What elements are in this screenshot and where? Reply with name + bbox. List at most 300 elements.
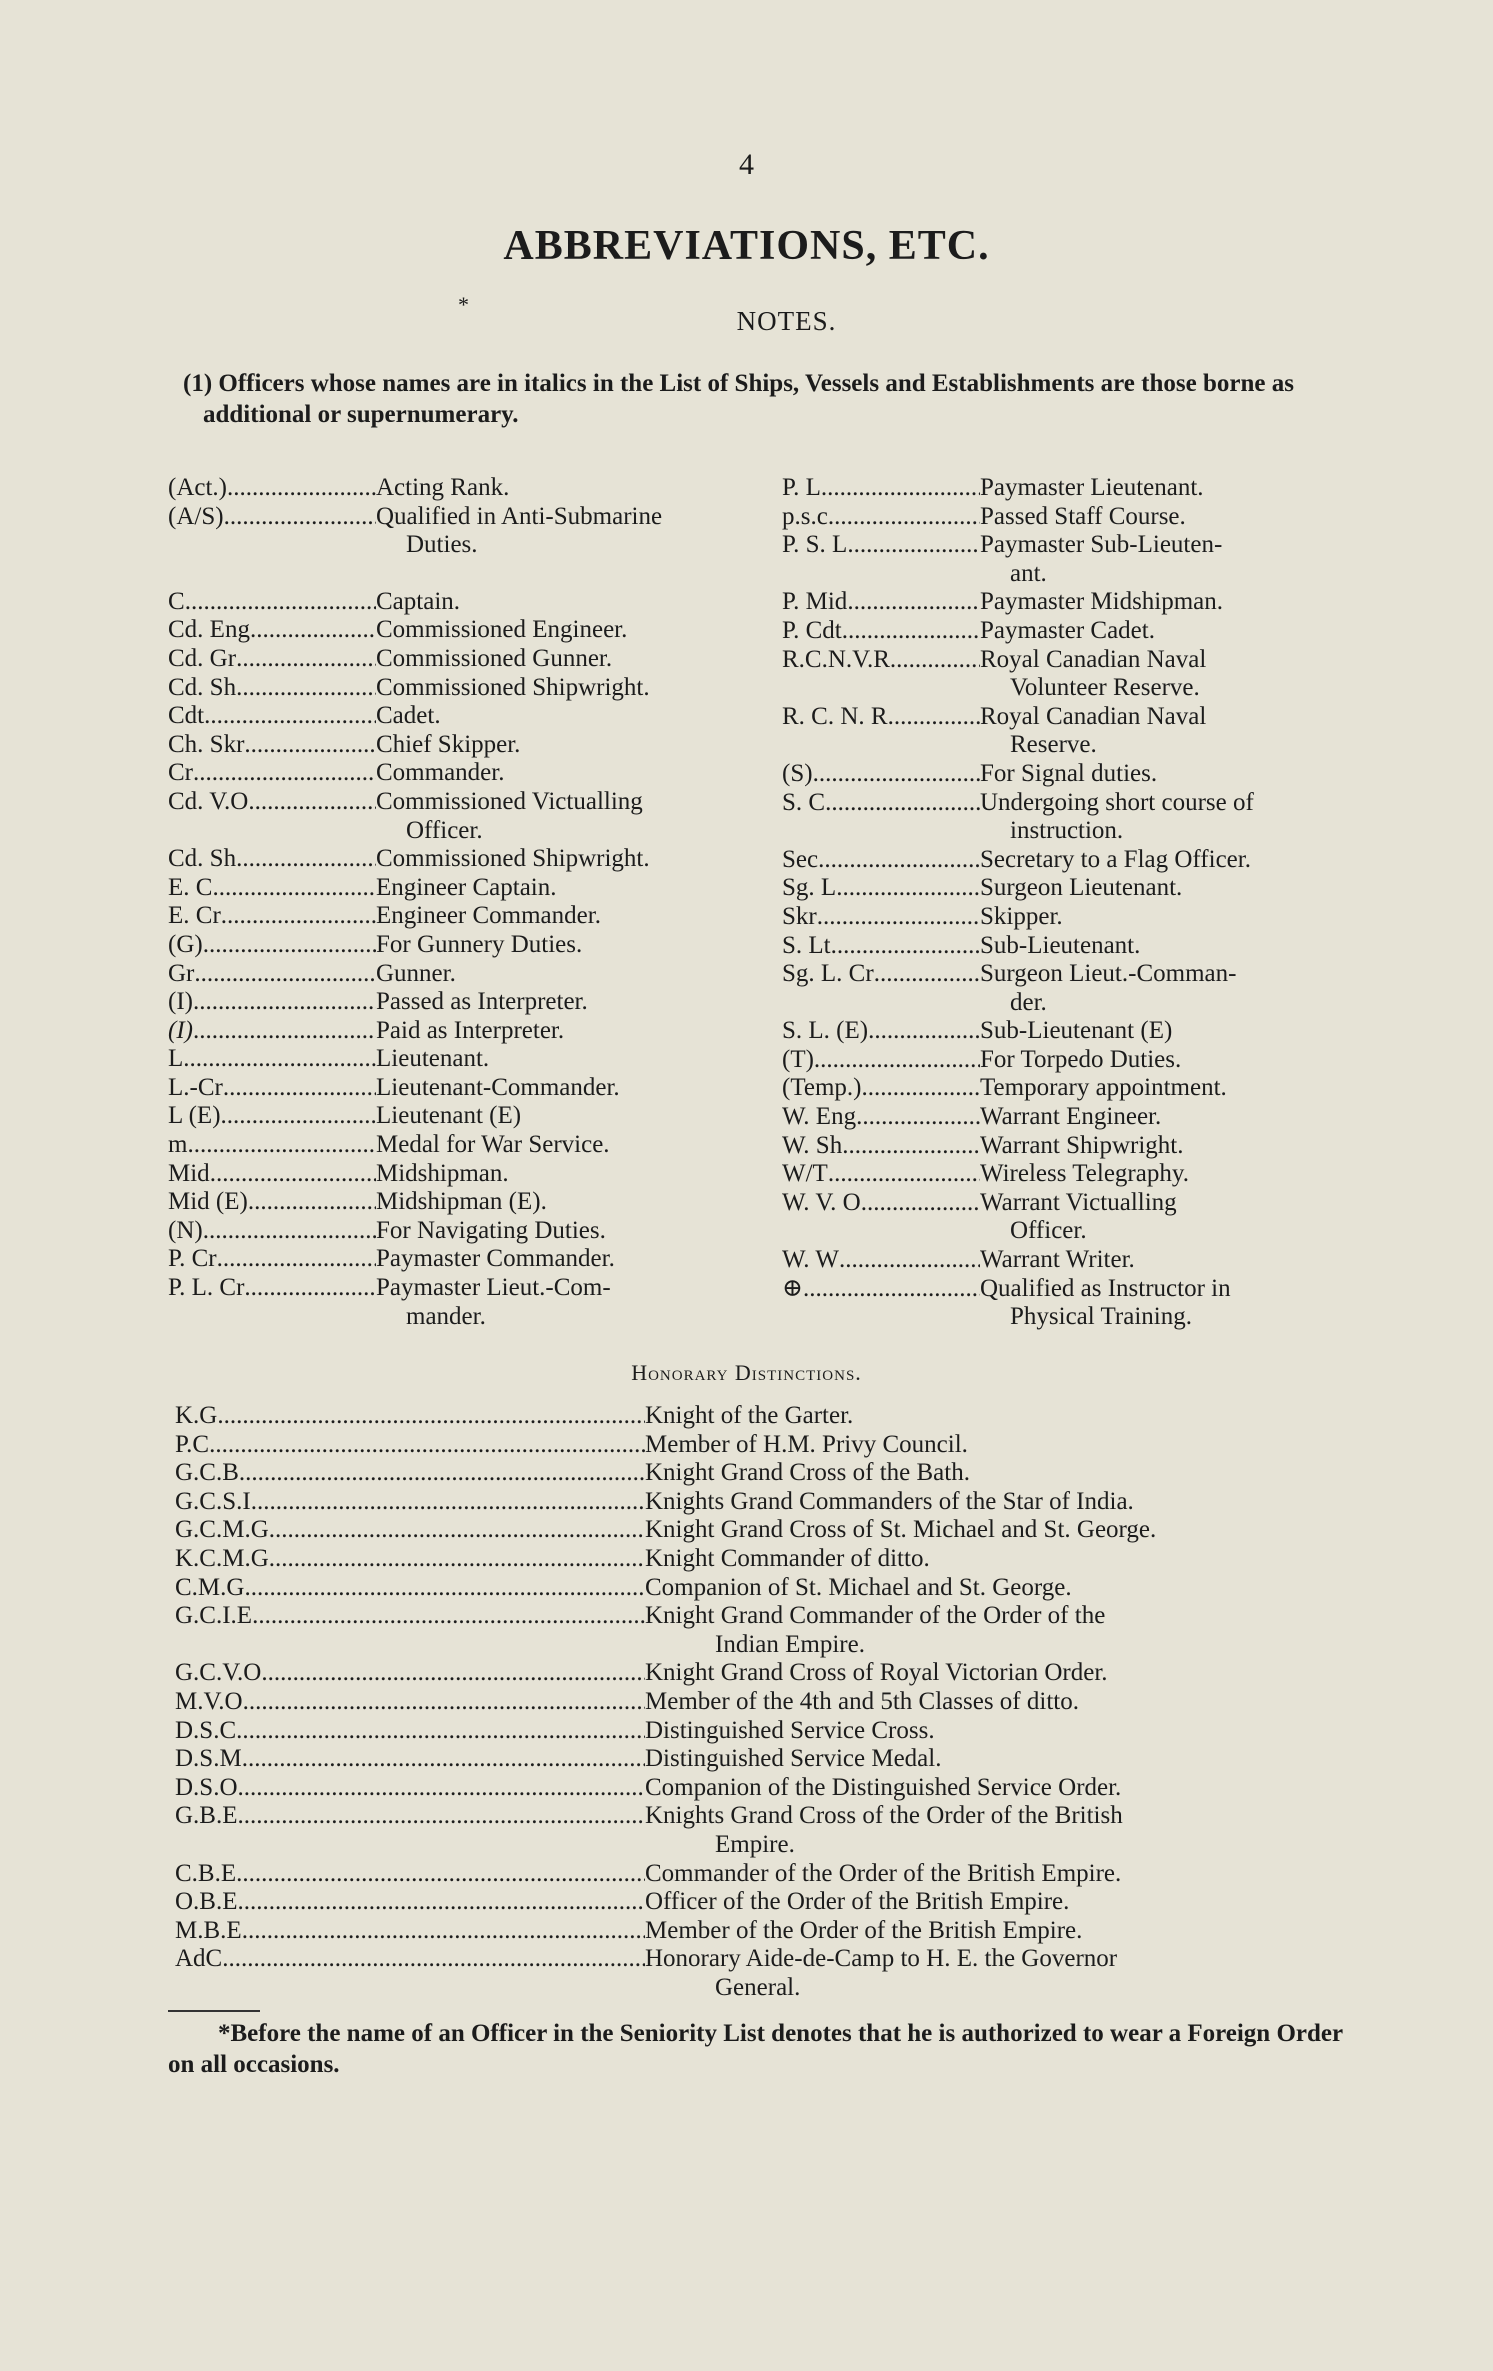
abbreviation-entry — [168, 731, 768, 760]
abbreviation-meaning — [376, 1131, 768, 1160]
abbreviation-term: Cd. Eng — [168, 616, 250, 644]
abbreviation-term-wrap — [782, 789, 980, 846]
abbreviation-meaning — [376, 1274, 768, 1331]
meaning-text: Warrant Victualling — [980, 1188, 1177, 1216]
meaning-text: Surgeon Lieut.-Comman- — [980, 960, 1237, 988]
abbreviation-meaning — [376, 702, 768, 731]
abbreviation-term: L.-Cr — [168, 1073, 223, 1101]
dot-leader — [847, 531, 980, 588]
abbreviation-term-wrap — [175, 1717, 645, 1746]
abbreviation-meaning — [980, 903, 1372, 932]
abbreviation-term: m — [168, 1131, 188, 1159]
dot-leader — [221, 902, 376, 931]
meaning-text: Sub-Lieutenant (E) — [980, 1017, 1173, 1045]
abbreviation-term-wrap — [168, 1274, 376, 1331]
abbreviation-term: Cr — [168, 759, 193, 787]
abbreviation-meaning — [645, 1717, 1370, 1746]
meaning-text: Companion of the Distinguished Service Order. — [645, 1773, 1122, 1801]
abbreviation-entry — [175, 1602, 1370, 1659]
meaning-text: Lieutenant. — [376, 1045, 490, 1073]
abbreviation-entry — [168, 874, 768, 903]
dot-leader — [212, 874, 376, 903]
meaning-text: Commissioned Victualling — [376, 787, 643, 815]
meaning-text: Knight of the Garter. — [645, 1402, 854, 1429]
abbreviation-meaning — [376, 988, 768, 1017]
abbreviation-term-wrap — [782, 1189, 980, 1246]
abbreviation-term: Mid (E) — [168, 1188, 248, 1216]
abbreviation-meaning — [376, 874, 768, 903]
abbreviation-meaning — [376, 1245, 768, 1274]
meaning-continuation: General. — [715, 1973, 801, 2001]
dot-leader — [242, 1917, 645, 1946]
abbreviation-term-wrap — [168, 1045, 376, 1074]
meaning-text: Knights Grand Cross of the Order of the British — [645, 1802, 1123, 1830]
meaning-text: Gunner. — [376, 959, 456, 987]
dot-leader — [251, 1488, 645, 1517]
meaning-text: Warrant Writer. — [980, 1246, 1135, 1274]
abbreviation-meaning — [645, 1402, 1370, 1431]
meaning-text: Engineer Commander. — [376, 902, 601, 930]
abbreviation-meaning — [376, 931, 768, 960]
meaning-text: Paid as Interpreter. — [376, 1016, 565, 1044]
abbreviation-meaning — [645, 1488, 1370, 1517]
dot-leader — [813, 760, 980, 789]
abbreviation-meaning — [645, 1745, 1370, 1774]
abbreviation-term: L (E) — [168, 1102, 221, 1130]
abbreviation-meaning — [645, 1860, 1370, 1889]
abbreviation-term-wrap — [782, 503, 980, 532]
dot-leader — [836, 874, 980, 903]
abbreviation-meaning — [376, 788, 768, 845]
dot-leader — [221, 1102, 376, 1131]
abbreviation-entry — [782, 503, 1372, 532]
abbreviation-term: P.C — [175, 1430, 210, 1458]
abbreviation-term-wrap — [175, 1431, 645, 1460]
dot-leader — [244, 731, 376, 760]
abbreviation-meaning — [645, 1688, 1370, 1717]
abbreviation-term: S. L. (E) — [782, 1017, 869, 1045]
meaning-text: Distinguished Service Medal. — [645, 1745, 942, 1773]
abbreviation-term-wrap — [782, 960, 980, 1017]
abbreviation-entry — [168, 931, 768, 960]
meaning-text: Engineer Captain. — [376, 873, 557, 901]
abbreviation-entry — [782, 903, 1372, 932]
abbreviation-entry — [175, 1688, 1370, 1717]
meaning-text: Royal Canadian Naval — [980, 702, 1207, 730]
abbreviation-term: K.G — [175, 1402, 218, 1429]
abbreviation-entry — [168, 960, 768, 989]
abbreviation-term: K.C.M.G — [175, 1544, 269, 1572]
dot-leader — [252, 1602, 645, 1659]
abbreviation-term: W. Eng — [782, 1103, 857, 1131]
abbreviation-term-wrap — [782, 760, 980, 789]
abbreviation-entry — [168, 1160, 768, 1189]
abbreviation-term-wrap — [168, 931, 376, 960]
meaning-continuation: Officer. — [1010, 1217, 1087, 1245]
abbreviation-term: Ch. Skr — [168, 730, 245, 758]
abbreviation-entry — [782, 789, 1372, 846]
abbreviation-entry — [168, 1045, 768, 1074]
abbreviation-entry — [782, 617, 1372, 646]
abbreviation-meaning — [980, 617, 1372, 646]
abbreviation-term-wrap — [782, 588, 980, 617]
abbreviation-meaning — [980, 703, 1372, 760]
dot-leader — [269, 1545, 645, 1574]
abbreviation-term: Sec — [782, 845, 819, 873]
dot-leader — [242, 1745, 645, 1774]
meaning-continuation: ant. — [1010, 559, 1047, 587]
abbreviation-entry — [168, 1217, 768, 1246]
abbreviation-entry — [782, 1189, 1372, 1246]
abbreviation-meaning — [980, 932, 1372, 961]
meaning-text: Secretary to a Flag Officer. — [980, 845, 1251, 873]
abbreviation-term-wrap — [175, 1945, 645, 2002]
abbreviation-meaning — [980, 474, 1372, 503]
abbreviation-term-wrap — [168, 759, 376, 788]
abbreviation-entry — [175, 1860, 1370, 1889]
meaning-text: Paymaster Midshipman. — [980, 588, 1224, 616]
abbreviation-meaning — [980, 588, 1372, 617]
abbreviation-term: Cd. Sh — [168, 845, 237, 873]
abbreviation-term-wrap — [175, 1774, 645, 1803]
abbreviation-entry — [782, 874, 1372, 903]
dot-leader — [239, 1459, 645, 1488]
dot-leader — [203, 931, 376, 960]
footnote-rule — [168, 2010, 260, 2012]
abbreviation-entry — [782, 703, 1372, 760]
meaning-text: Medal for War Service. — [376, 1131, 610, 1159]
dot-leader — [888, 703, 980, 760]
abbreviation-entry — [782, 1132, 1372, 1161]
abbreviation-meaning — [980, 1017, 1372, 1046]
abbreviation-term: Cd. Sh — [168, 673, 237, 701]
abbreviation-meaning — [376, 1045, 768, 1074]
meaning-continuation: Indian Empire. — [715, 1630, 865, 1658]
abbreviation-term-wrap — [168, 1217, 376, 1246]
abbreviation-term: D.S.C — [175, 1716, 237, 1744]
note-paragraph: (1) Officers whose names are in italics in the List of Ships, Vessels and Establishments are those borne as additional or supernumerary. — [183, 370, 1294, 428]
abbreviation-term-wrap — [175, 1488, 645, 1517]
dot-leader — [217, 1245, 376, 1274]
meaning-text: Midshipman (E). — [376, 1188, 547, 1216]
meaning-text: Passed as Interpreter. — [376, 988, 588, 1016]
abbreviation-meaning — [376, 616, 768, 645]
dot-leader — [861, 1074, 980, 1103]
abbreviation-meaning — [645, 1516, 1370, 1545]
abbreviation-entry — [175, 1717, 1370, 1746]
dot-leader — [261, 1659, 645, 1688]
meaning-text: For Gunnery Duties. — [376, 930, 583, 958]
meaning-text: Midshipman. — [376, 1159, 509, 1187]
abbreviation-term-wrap — [782, 1246, 980, 1275]
abbreviation-meaning — [980, 1074, 1372, 1103]
abbreviation-meaning — [376, 1160, 768, 1189]
abbreviation-term-wrap — [168, 588, 376, 617]
abbreviation-term: p.s.c — [782, 502, 828, 530]
abbreviation-term-wrap — [782, 474, 980, 503]
meaning-text: Companion of St. Michael and St. George. — [645, 1573, 1072, 1601]
meaning-text: Qualified as Instructor in — [980, 1274, 1231, 1302]
meaning-text: For Torpedo Duties. — [980, 1045, 1182, 1073]
meaning-text: For Navigating Duties. — [376, 1216, 606, 1244]
meaning-text: For Signal duties. — [980, 759, 1158, 787]
abbreviation-meaning — [376, 845, 768, 874]
meaning-text: Qualified in Anti-Submarine — [376, 502, 663, 530]
meaning-text: Chief Skipper. — [376, 730, 521, 758]
abbreviation-term: W. W — [782, 1246, 839, 1274]
abbreviation-term: P. L. Cr — [168, 1274, 245, 1302]
dot-leader — [236, 1860, 645, 1889]
meaning-continuation: der. — [1010, 988, 1047, 1016]
page-title: ABBREVIATIONS, ETC. — [503, 223, 990, 269]
dot-leader — [193, 759, 376, 788]
abbreviation-entry — [168, 1274, 768, 1331]
abbreviation-term: C.M.G — [175, 1573, 245, 1601]
dot-leader — [828, 1160, 980, 1189]
abbreviation-term: (I) — [168, 988, 193, 1016]
honorary-distinctions-heading: Honorary Distinctions. — [631, 1360, 862, 1385]
abbreviation-term: M.V.O — [175, 1687, 243, 1715]
abbreviation-term: (A/S) — [168, 502, 224, 530]
abbreviation-term-wrap — [168, 674, 376, 703]
abbreviation-meaning — [980, 1275, 1372, 1332]
abbreviation-term-wrap — [782, 1275, 980, 1332]
meaning-continuation: Reserve. — [1010, 731, 1097, 759]
abbreviation-term-wrap — [168, 1245, 376, 1274]
abbreviation-term-wrap — [782, 874, 980, 903]
abbreviation-entry — [168, 988, 768, 1017]
abbreviation-term-wrap — [782, 846, 980, 875]
abbreviation-term: Cd. V.O — [168, 787, 249, 815]
dot-leader — [803, 1275, 980, 1332]
abbreviation-term-wrap — [168, 988, 376, 1017]
dot-leader — [203, 1217, 376, 1246]
abbreviation-term: G.C.M.G — [175, 1516, 269, 1544]
abbreviation-term: Cdt — [168, 702, 205, 730]
dot-leader — [248, 1188, 376, 1217]
dot-leader — [222, 1945, 645, 2002]
dot-leader — [839, 1246, 980, 1275]
abbreviation-entry — [175, 1545, 1370, 1574]
meaning-text: Member of the Order of the British Empire. — [645, 1916, 1083, 1944]
meaning-text: Lieutenant (E) — [376, 1102, 522, 1130]
meaning-text: Commander. — [376, 759, 505, 787]
dot-leader — [183, 1045, 376, 1074]
meaning-text: Member of H.M. Privy Council. — [645, 1430, 968, 1458]
dot-leader — [193, 988, 376, 1017]
dot-leader — [244, 1274, 376, 1331]
abbreviation-term-wrap — [168, 1131, 376, 1160]
meaning-text: Lieutenant-Commander. — [376, 1073, 620, 1101]
abbreviation-meaning — [645, 1574, 1370, 1603]
meaning-continuation: Physical Training. — [1010, 1303, 1192, 1331]
dot-leader — [861, 1189, 980, 1246]
abbreviation-meaning — [376, 674, 768, 703]
abbreviation-meaning — [376, 1102, 768, 1131]
abbreviation-term: O.B.E — [175, 1888, 238, 1916]
abbreviation-term: C — [168, 587, 185, 615]
abbreviation-term-wrap — [168, 902, 376, 931]
honorary-distinctions-list — [175, 1402, 1370, 2002]
abbreviation-term: (N) — [168, 1216, 203, 1244]
abbreviation-entry — [168, 588, 768, 617]
abbreviation-term: (Act.) — [168, 474, 227, 501]
abbreviation-entry — [175, 1431, 1370, 1460]
abbreviation-term-wrap — [175, 1659, 645, 1688]
meaning-text: Paymaster Commander. — [376, 1245, 615, 1273]
dot-leader — [250, 616, 376, 645]
abbreviation-entry — [168, 702, 768, 731]
abbreviation-entry — [782, 1246, 1372, 1275]
abbreviation-term: P. Mid — [782, 588, 848, 616]
abbreviation-term: S. C — [782, 788, 826, 816]
abbreviation-term: E. Cr — [168, 902, 221, 930]
footnote: *Before the name of an Officer in the Seniority List denotes that he is authorized to wear a Foreign Order on all occasions. — [168, 2020, 1343, 2078]
dot-leader — [210, 1160, 376, 1189]
abbreviation-meaning — [376, 902, 768, 931]
abbreviation-term-wrap — [782, 1132, 980, 1161]
abbreviation-entry — [168, 788, 768, 845]
meaning-text: Undergoing short course of — [980, 788, 1254, 816]
meaning-text: Distinguished Service Cross. — [645, 1716, 935, 1744]
dot-leader — [856, 1103, 980, 1132]
abbreviation-term: D.S.M — [175, 1745, 242, 1773]
abbreviation-term-wrap — [168, 845, 376, 874]
dot-leader — [209, 1431, 645, 1460]
abbreviation-term-wrap — [175, 1888, 645, 1917]
meaning-text: Officer of the Order of the British Empire. — [645, 1888, 1070, 1916]
abbreviation-entry — [168, 902, 768, 931]
abbreviation-term: W. Sh — [782, 1131, 843, 1159]
abbreviation-term: (T) — [782, 1045, 814, 1073]
abbreviation-entry — [175, 1917, 1370, 1946]
abbreviation-entry — [175, 1888, 1370, 1917]
abbreviation-term-wrap — [175, 1745, 645, 1774]
meaning-text: Knight Grand Cross of St. Michael and St. George. — [645, 1516, 1157, 1544]
abbreviation-term-wrap — [782, 903, 980, 932]
abbreviation-term: P. Cr — [168, 1245, 217, 1273]
dot-leader — [187, 1131, 376, 1160]
meaning-text: Knight Commander of ditto. — [645, 1544, 930, 1572]
abbreviation-meaning — [376, 731, 768, 760]
abbreviation-entry — [782, 474, 1372, 503]
abbreviation-term-wrap — [782, 1017, 980, 1046]
meaning-text: Surgeon Lieutenant. — [980, 874, 1183, 902]
abbreviation-entry — [782, 960, 1372, 1017]
abbreviation-meaning — [376, 1217, 768, 1246]
abbreviation-meaning — [645, 1945, 1370, 2002]
abbreviation-term: ⊕ — [782, 1274, 803, 1302]
dot-leader — [236, 845, 376, 874]
abbreviation-term: (G) — [168, 930, 203, 958]
abbreviation-entry — [168, 503, 768, 560]
abbreviation-term: R.C.N.V.R. — [782, 645, 897, 673]
meaning-text: Passed Staff Course. — [980, 502, 1186, 530]
meaning-text: Commissioned Shipwright. — [376, 673, 650, 701]
abbreviation-term-wrap — [175, 1402, 645, 1431]
dot-leader — [842, 1132, 980, 1161]
abbreviation-term: P. L — [782, 474, 821, 501]
dot-leader — [244, 1574, 645, 1603]
meaning-continuation: mander. — [406, 1302, 486, 1330]
star-mark: * — [458, 292, 469, 317]
abbreviation-meaning — [376, 588, 768, 617]
abbreviation-entry — [782, 1074, 1372, 1103]
abbreviation-term: AdC — [175, 1945, 223, 1973]
dot-leader — [238, 1802, 646, 1859]
meaning-text: Wireless Telegraphy. — [980, 1160, 1189, 1188]
abbreviation-term-wrap — [168, 1074, 376, 1103]
abbreviation-term-wrap — [175, 1574, 645, 1603]
abbreviation-term-wrap — [782, 531, 980, 588]
dot-leader — [248, 788, 376, 845]
dot-leader — [217, 1402, 645, 1431]
dot-leader — [236, 674, 376, 703]
dot-leader — [224, 503, 376, 560]
meaning-text: Captain. — [376, 587, 461, 615]
abbreviation-term: Skr — [782, 902, 817, 930]
abbreviation-term: Mid — [168, 1159, 210, 1187]
abbreviation-term: C.B.E — [175, 1859, 237, 1887]
dot-leader — [236, 1717, 645, 1746]
dot-leader — [223, 1074, 376, 1103]
abbreviation-meaning — [645, 1602, 1370, 1659]
dot-leader — [874, 960, 980, 1017]
abbreviation-entry — [782, 1046, 1372, 1075]
abbreviation-entry — [175, 1574, 1370, 1603]
dot-leader — [896, 646, 980, 703]
abbreviation-term: S. Lt — [782, 931, 831, 959]
abbreviation-meaning — [376, 1074, 768, 1103]
meaning-text: Knight Grand Commander of the Order of the — [645, 1602, 1106, 1630]
abbreviation-term-wrap — [168, 616, 376, 645]
abbreviation-entry — [175, 1488, 1370, 1517]
abbreviation-meaning — [645, 1659, 1370, 1688]
meaning-text: Paymaster Sub-Lieuten- — [980, 531, 1223, 559]
meaning-text: Temporary appointment. — [980, 1074, 1227, 1102]
abbreviation-meaning — [645, 1545, 1370, 1574]
dot-leader — [831, 932, 980, 961]
abbreviation-term-wrap — [175, 1459, 645, 1488]
abbreviation-meaning — [645, 1802, 1370, 1859]
abbreviation-meaning — [980, 760, 1372, 789]
dot-leader — [193, 1017, 376, 1046]
abbreviation-meaning — [980, 1103, 1372, 1132]
meaning-text: Commissioned Shipwright. — [376, 845, 650, 873]
abbreviation-meaning — [980, 1046, 1372, 1075]
meaning-text: Commander of the Order of the British Empire. — [645, 1859, 1122, 1887]
abbreviation-entry — [168, 1017, 768, 1046]
abbreviation-term: W/T — [782, 1160, 828, 1188]
abbreviation-meaning — [376, 474, 768, 503]
abbreviation-entry — [782, 1017, 1372, 1046]
meaning-text: Knights Grand Commanders of the Star of India. — [645, 1487, 1134, 1515]
abbreviation-entry — [168, 616, 768, 645]
dot-leader — [821, 474, 980, 503]
dot-leader — [185, 588, 376, 617]
dot-leader — [868, 1017, 980, 1046]
meaning-text: Paymaster Lieutenant. — [980, 474, 1204, 501]
meaning-text: Member of the 4th and 5th Classes of ditto. — [645, 1687, 1079, 1715]
dot-leader — [227, 474, 376, 503]
abbreviation-meaning — [980, 531, 1372, 588]
abbreviation-term: (S) — [782, 759, 813, 787]
abbreviation-term: (I) — [168, 1016, 193, 1044]
abbreviation-meaning — [645, 1431, 1370, 1460]
abbreviation-entry — [175, 1659, 1370, 1688]
abbreviation-meaning — [376, 645, 768, 674]
meaning-text: Paymaster Cadet. — [980, 616, 1155, 644]
